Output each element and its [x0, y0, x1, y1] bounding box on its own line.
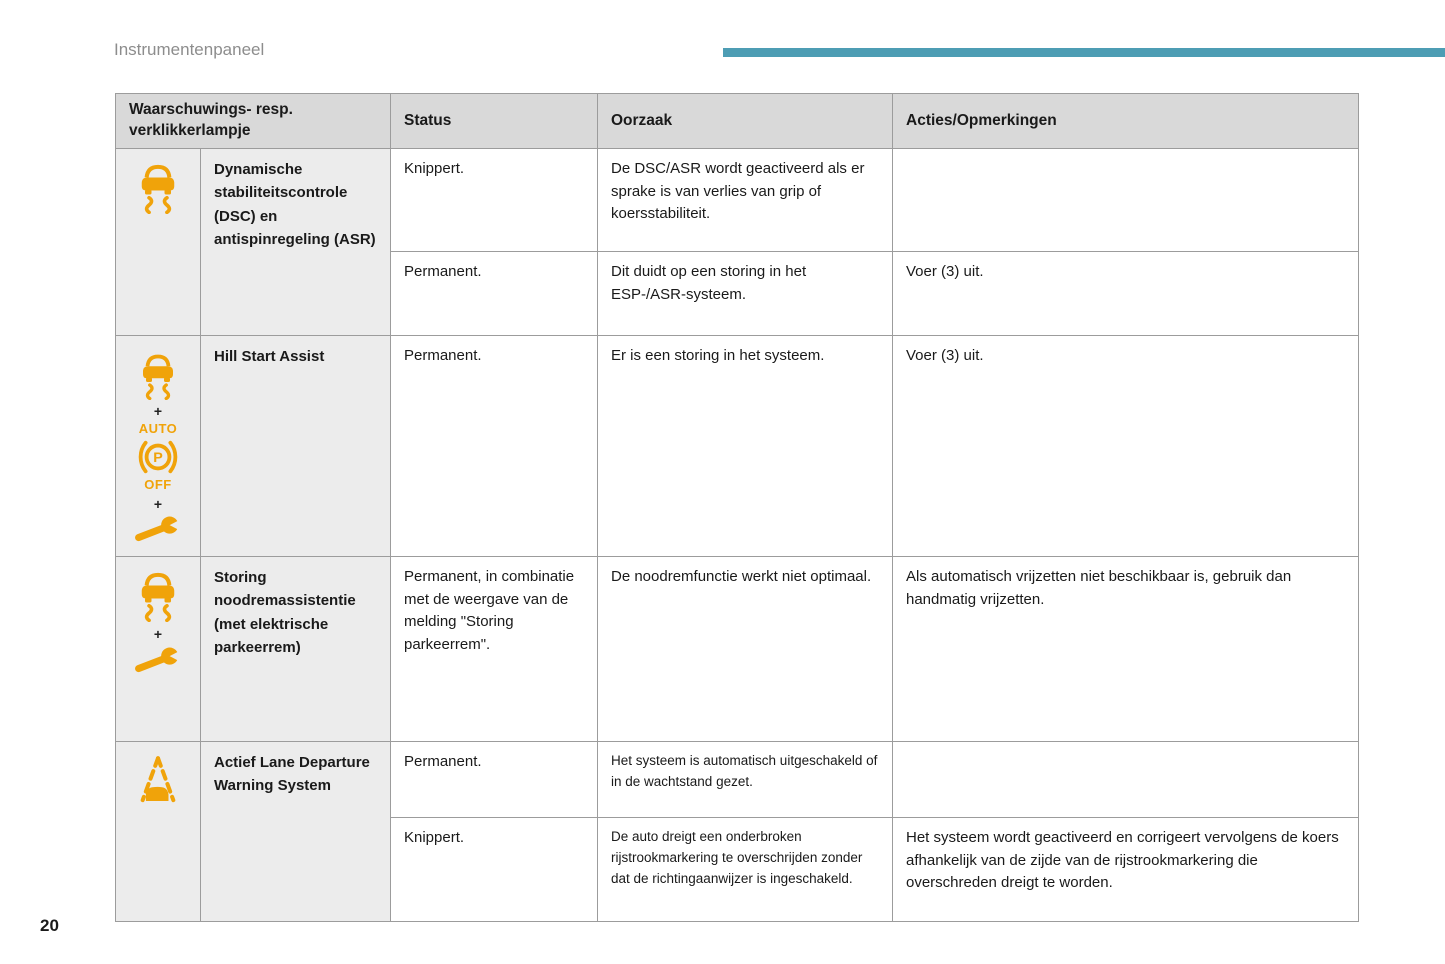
table-row — [116, 149, 1359, 252]
table-row — [116, 557, 1359, 742]
cause-cell: Het systeem is automatisch uitgeschakeld of in de wachtstand gezet. — [598, 742, 893, 818]
car-skid-icon — [132, 162, 184, 214]
action-cell: Voer (3) uit. — [893, 252, 1359, 336]
lane-departure-icon-cell — [116, 742, 201, 922]
off-label: OFF — [144, 477, 172, 493]
table-row — [116, 742, 1359, 818]
accent-bar — [723, 48, 1445, 57]
parking-brake-icon — [135, 437, 181, 477]
auto-label: AUTO — [138, 421, 178, 436]
plus-sign: + — [153, 495, 163, 512]
status-cell: Permanent. — [391, 252, 598, 336]
header-status: Status — [391, 94, 598, 149]
header-warning-lamp: Waarschuwings- resp. verklikkerlampje — [116, 94, 391, 149]
plus-sign: + — [153, 403, 163, 419]
action-cell: Voer (3) uit. — [893, 336, 1359, 557]
cause-cell: Dit duidt op een storing in het ESP-/ASR-systeem. — [598, 252, 893, 336]
p-letter: P — [153, 450, 163, 467]
emergency-brake-icon-cell — [116, 557, 201, 742]
action-cell: Het systeem wordt geactiveerd en corrigeert vervolgens de koers afhankelijk van de zijde van de rijstrookmarkering die overschreden dreigt te worden. — [893, 818, 1359, 922]
plus-sign: + — [153, 626, 163, 642]
wrench-icon — [133, 646, 183, 674]
page-title: Instrumentenpaneel — [114, 40, 265, 59]
header-actions: Acties/Opmerkingen — [893, 94, 1359, 149]
status-cell: Permanent, in combinatie met de weergave van de melding "Storing parkeerrem". — [391, 557, 598, 742]
auto-parking-brake-off-icon — [135, 422, 181, 493]
car-skid-icon — [132, 570, 184, 622]
row-label: Actief Lane Departure Warning System — [201, 742, 391, 922]
cause-cell: De DSC/ASR wordt geactiveerd als er sprake is van verlies van grip of koersstabiliteit. — [598, 149, 893, 252]
cause-cell: De auto dreigt een onderbroken rijstrookmarkering te overschrijden zonder dat de richtingaanwijzer is ingeschakeld. — [598, 818, 893, 922]
status-cell: Knippert. — [391, 149, 598, 252]
row-label: Dynamische stabiliteitscontrole (DSC) en antispinregeling (ASR) — [201, 149, 391, 336]
cause-cell: Er is een storing in het systeem. — [598, 336, 893, 557]
car-skid-icon — [134, 352, 182, 400]
cause-cell: De noodremfunctie werkt niet optimaal. — [598, 557, 893, 742]
status-cell: Permanent. — [391, 742, 598, 818]
row-label: Storing noodremassistentie (met elektrische parkeerrem) — [201, 557, 391, 742]
page-number: 20 — [40, 916, 59, 935]
row-label: Hill Start Assist — [201, 336, 391, 557]
table-row — [116, 336, 1359, 557]
action-cell — [893, 149, 1359, 252]
action-cell: Als automatisch vrijzetten niet beschikbaar is, gebruik dan handmatig vrijzetten. — [893, 557, 1359, 742]
warning-lamps-table — [115, 93, 1359, 922]
hill-start-assist-icon-cell — [116, 336, 201, 557]
lane-departure-icon — [132, 755, 184, 805]
status-cell: Knippert. — [391, 818, 598, 922]
table-header-row — [116, 94, 1359, 149]
status-cell: Permanent. — [391, 336, 598, 557]
wrench-icon — [133, 515, 183, 543]
dsc-icon-cell — [116, 149, 201, 336]
action-cell — [893, 742, 1359, 818]
header-cause: Oorzaak — [598, 94, 893, 149]
